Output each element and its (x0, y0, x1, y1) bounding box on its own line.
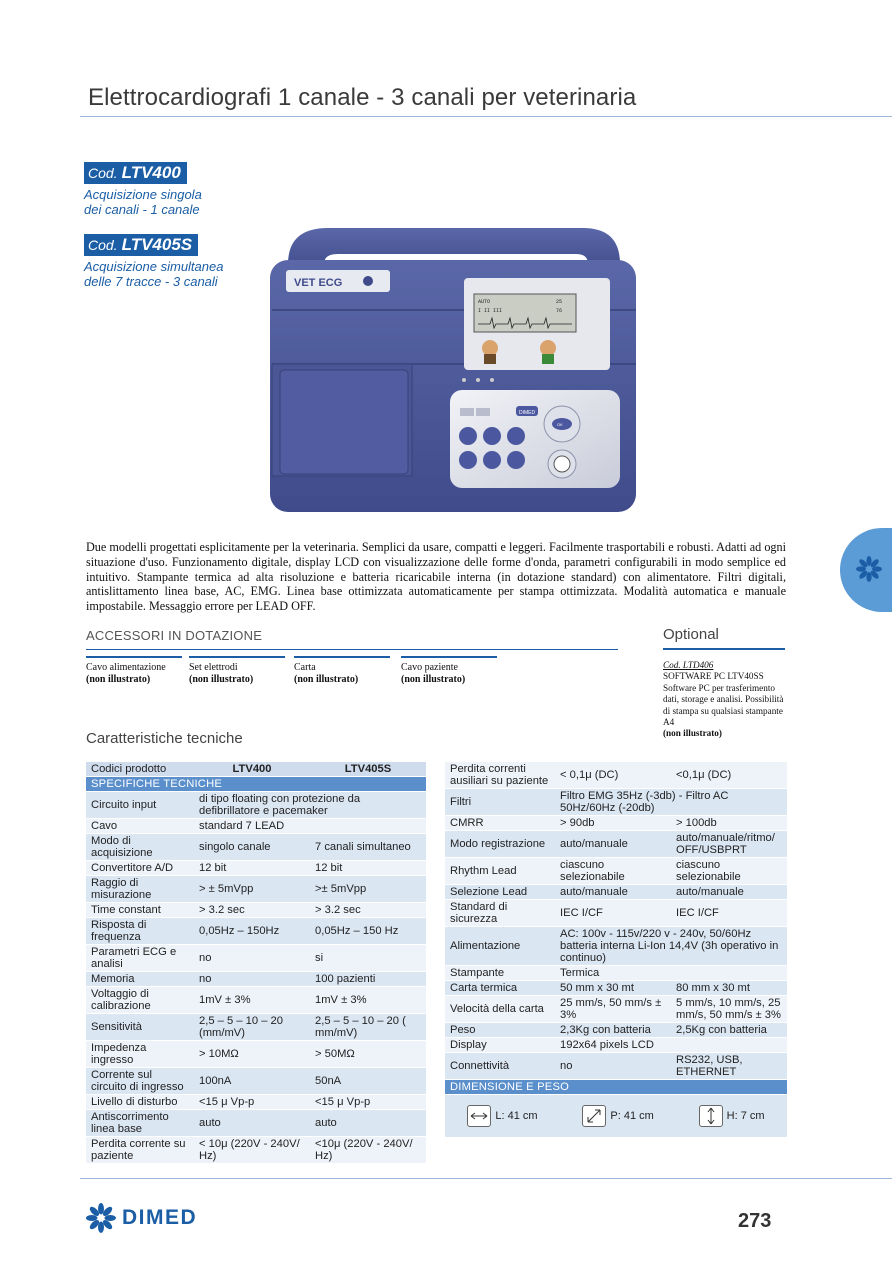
optional-title: Optional (663, 626, 719, 643)
spec-value: > 90db (555, 816, 671, 831)
spec-label: Time constant (86, 903, 194, 918)
optional-divider (663, 648, 785, 650)
spec-value: no (194, 945, 310, 972)
table-row (86, 1137, 426, 1164)
accessory-item: Carta (non illustrato) (294, 656, 390, 686)
spec-value: > 10MΩ (194, 1041, 310, 1068)
spec-value: < 0,1μ (DC) (555, 762, 671, 789)
table-row (445, 927, 787, 966)
dimed-logo-icon (86, 1203, 116, 1233)
spec-table-right (445, 762, 787, 1137)
table-row (86, 792, 426, 819)
spec-label: Standard di sicurezza (445, 900, 555, 927)
spec-label: Stampante (445, 966, 555, 981)
spec-value: no (194, 972, 310, 987)
diagonal-arrows-icon (582, 1105, 606, 1127)
spec-label: Perdita correnti ausiliari su paziente (445, 762, 555, 789)
spec-label: Antiscorrimento linea base (86, 1110, 194, 1137)
spec-value: auto/manuale (671, 885, 787, 900)
spec-value: > 3.2 sec (310, 903, 426, 918)
spec-label: Corrente sul circuito di ingresso (86, 1068, 194, 1095)
brand-name: DIMED (122, 1206, 198, 1229)
spec-value: no (555, 1053, 671, 1080)
table-row (445, 816, 787, 831)
optional-block: Cod. LTD406 SOFTWARE PC LTV40SS Software PC per trasferimento dati, storage e analisi. Possibilità di stampa su qualsiasi stampante A4 (non illustrato) (663, 660, 784, 739)
table-row (445, 885, 787, 900)
table-section-row: SPECIFICHE TECNICHE (86, 777, 426, 792)
table-row (86, 1014, 426, 1041)
spec-value: auto/manuale (555, 831, 671, 858)
dimension-length: L: 41 cm (467, 1105, 537, 1127)
table-row (445, 900, 787, 927)
spec-label: Perdita corrente su paziente (86, 1137, 194, 1164)
accessories-divider (86, 649, 618, 650)
spec-label: Selezione Lead (445, 885, 555, 900)
spec-value: singolo canale (194, 834, 310, 861)
svg-text:I II III: I II III (478, 308, 503, 314)
spec-value: Termica (555, 966, 787, 981)
spec-value: 2,5 – 5 – 10 – 20 ( mm/mV) (310, 1014, 426, 1041)
spec-label: Modo di acquisizione (86, 834, 194, 861)
spec-value: auto/manuale/ritmo/ OFF/USBPRT (671, 831, 787, 858)
spec-value: auto (194, 1110, 310, 1137)
table-header-row: Codici prodotto LTV400 LTV405S (86, 762, 426, 777)
vertical-arrows-icon (699, 1105, 723, 1127)
table-row (445, 789, 787, 816)
width-arrows-icon (467, 1105, 491, 1127)
svg-text:76: 76 (556, 308, 563, 314)
dimed-logo (86, 1203, 197, 1233)
spec-label: Rhythm Lead (445, 858, 555, 885)
spec-value: 0,05Hz – 150 Hz (310, 918, 426, 945)
spec-value: 100nA (194, 1068, 310, 1095)
spec-label: Parametri ECG e analisi (86, 945, 194, 972)
spec-label: Connettività (445, 1053, 555, 1080)
spec-value: ciascuno selezionabile (671, 858, 787, 885)
spec-value: <10μ (220V - 240V/ Hz) (310, 1137, 426, 1164)
spec-value: <15 μ Vp-p (310, 1095, 426, 1110)
intro-paragraph: Due modelli progettati esplicitamente per la veterinaria. Semplici da usare, compatti e leggeri. Facilmente trasportabili e robusti. Adatti ad ogni situazione d'uso. Funzionamento digitale, display LCD con visualizzazione delle forme d'onda, parametri configurabili in modo semplice ed intuitivo. Stampante termica ad alta risoluzione e batteria ricaricabile interna (in dotazione standard) con alimentatore. Filtri digitali, antislittamento linea base, AC, EMG. Linea base ottimizzata automaticamente per stampa ottimizzata. Modalità automatica e manuale impostabile. Messaggio errore per LEAD OFF. (86, 540, 786, 614)
spec-value: RS232, USB, ETHERNET (671, 1053, 787, 1080)
spec-value: 192x64 pixels LCD (555, 1038, 787, 1053)
spec-value: AC: 100v - 115v/220 v - 240v, 50/60Hz batteria interna Li-Ion 14,4V (3h operativo in continuo) (555, 927, 787, 966)
spec-label: Filtri (445, 789, 555, 816)
table-row (86, 903, 426, 918)
spec-value: > 100db (671, 816, 787, 831)
code-description: Acquisizione singola dei canali - 1 canale (84, 187, 202, 217)
table-row (86, 876, 426, 903)
spec-value: di tipo floating con protezione da defibrillatore e pacemaker (194, 792, 426, 819)
spec-label: Modo registrazione (445, 831, 555, 858)
spec-label: Carta termica (445, 981, 555, 996)
code-description: Acquisizione simultanea delle 7 tracce - 3 canali (84, 259, 224, 289)
spec-label: Velocità della carta (445, 996, 555, 1023)
spec-value: 1mV ± 3% (310, 987, 426, 1014)
spec-value: 50 mm x 30 mt (555, 981, 671, 996)
table-row (86, 1041, 426, 1068)
code-badge: Cod. LTV405S (84, 234, 198, 256)
spec-value: 50nA (310, 1068, 426, 1095)
spec-value: 2,3Kg con batteria (555, 1023, 671, 1038)
product-code-ltv405s (84, 234, 223, 289)
spec-label: Sensitività (86, 1014, 194, 1041)
tech-specs-title: Caratteristiche tecniche (86, 730, 243, 747)
spec-label: Livello di disturbo (86, 1095, 194, 1110)
spec-label: Raggio di misurazione (86, 876, 194, 903)
spec-value: ciascuno selezionabile (555, 858, 671, 885)
device-brand-label: VET ECG (294, 277, 343, 289)
spec-value: 5 mm/s, 10 mm/s, 25 mm/s, 50 mm/s ± 3% (671, 996, 787, 1023)
dimension-height: H: 7 cm (699, 1105, 765, 1127)
accessory-item: Cavo paziente (non illustrato) (401, 656, 497, 686)
spec-value: > 50MΩ (310, 1041, 426, 1068)
accessory-item: Cavo alimentazione (non illustrato) (86, 656, 182, 686)
spec-value: IEC I/CF (555, 900, 671, 927)
spec-value: 1mV ± 3% (194, 987, 310, 1014)
table-row (86, 987, 426, 1014)
table-row (86, 972, 426, 987)
svg-text:AUTO: AUTO (478, 299, 491, 305)
dimensions-row (445, 1095, 787, 1137)
footer-divider (80, 1178, 892, 1179)
table-row (86, 1068, 426, 1095)
spec-label: Alimentazione (445, 927, 555, 966)
spec-value: 25 mm/s, 50 mm/s ± 3% (555, 996, 671, 1023)
table-section-row: DIMENSIONE E PESO (445, 1080, 787, 1095)
table-row (86, 861, 426, 876)
spec-table-left (86, 762, 426, 1164)
page-title: Elettrocardiografi 1 canale - 3 canali per veterinaria (88, 84, 637, 111)
dimension-depth: P: 41 cm (582, 1105, 653, 1127)
spec-label: Voltaggio di calibrazione (86, 987, 194, 1014)
table-row (445, 966, 787, 981)
spec-value: auto (310, 1110, 426, 1137)
spec-value: 12 bit (310, 861, 426, 876)
table-row (445, 831, 787, 858)
spec-value: 7 canali simultaneo (310, 834, 426, 861)
accessories-title: ACCESSORI IN DOTAZIONE (86, 628, 263, 643)
code-badge: Cod. LTV400 (84, 162, 187, 184)
title-divider (80, 116, 892, 117)
spec-label: Risposta di frequenza (86, 918, 194, 945)
table-row (86, 918, 426, 945)
spec-value: standard 7 LEAD (194, 819, 426, 834)
spec-value: IEC I/CF (671, 900, 787, 927)
table-row (86, 819, 426, 834)
accessory-item: Set elettrodi (non illustrato) (189, 656, 285, 686)
spec-value: 80 mm x 30 mt (671, 981, 787, 996)
svg-text:DIMED: DIMED (519, 410, 536, 416)
spec-label: Cavo (86, 819, 194, 834)
dimed-star-icon (856, 556, 882, 582)
table-row (86, 834, 426, 861)
spec-value: 2,5Kg con batteria (671, 1023, 787, 1038)
spec-value: <15 μ Vp-p (194, 1095, 310, 1110)
table-row (445, 1053, 787, 1080)
table-row (445, 1023, 787, 1038)
table-row (445, 981, 787, 996)
spec-label: Circuito input (86, 792, 194, 819)
spec-value: Filtro EMG 35Hz (-3db) - Filtro AC 50Hz/60Hz (-20db) (555, 789, 787, 816)
table-row (445, 858, 787, 885)
ecg-device-image (268, 224, 640, 520)
spec-label: Convertitore A/D (86, 861, 194, 876)
spec-label: Display (445, 1038, 555, 1053)
table-row (445, 996, 787, 1023)
spec-value: > 3.2 sec (194, 903, 310, 918)
table-row (86, 945, 426, 972)
spec-value: 100 pazienti (310, 972, 426, 987)
table-row (86, 1095, 426, 1110)
table-row (86, 1110, 426, 1137)
table-row (445, 1038, 787, 1053)
spec-value: < 10μ (220V - 240V/ Hz) (194, 1137, 310, 1164)
spec-value: > ± 5mVpp (194, 876, 310, 903)
spec-value: auto/manuale (555, 885, 671, 900)
spec-value: 12 bit (194, 861, 310, 876)
spec-value: 0,05Hz – 150Hz (194, 918, 310, 945)
product-code-ltv400 (84, 162, 202, 217)
page-number: 273 (738, 1210, 772, 1232)
svg-text:OK: OK (557, 422, 563, 427)
spec-value: 2,5 – 5 – 10 – 20 (mm/mV) (194, 1014, 310, 1041)
spec-value: <0,1μ (DC) (671, 762, 787, 789)
spec-label: Impedenza ingresso (86, 1041, 194, 1068)
spec-label: CMRR (445, 816, 555, 831)
spec-value: si (310, 945, 426, 972)
svg-text:25: 25 (556, 299, 563, 305)
spec-value: >± 5mVpp (310, 876, 426, 903)
table-row (445, 762, 787, 789)
spec-label: Peso (445, 1023, 555, 1038)
spec-label: Memoria (86, 972, 194, 987)
